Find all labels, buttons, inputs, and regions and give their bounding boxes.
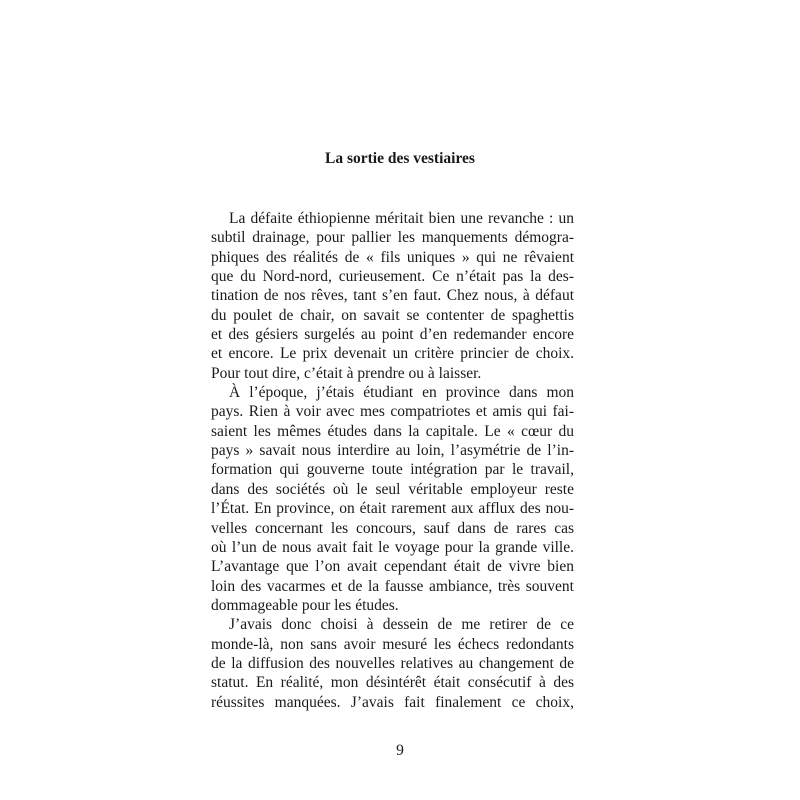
text-line: dans des sociétés où le seul véritable employeur reste (211, 480, 574, 498)
text-line: monde-là, non sans avoir mesuré les échecs redondants (211, 635, 574, 653)
text-line: velles concernant les concours, sauf dans de rares cas (211, 519, 574, 537)
paragraph-2 (211, 383, 574, 615)
paragraph-1 (211, 209, 574, 383)
text-line: dommageable pour les études. (211, 596, 399, 614)
text-line: du poulet de chair, on savait se contenter de spaghettis (211, 306, 574, 324)
text-line: pays. Rien à voir avec mes compatriotes et amis qui fai- (211, 403, 574, 421)
text-line: Pour tout dire, c’était à prendre ou à laisser. (211, 364, 482, 382)
text-line: formation qui gouverne toute intégration par le travail, (211, 461, 574, 479)
chapter-title: La sortie des vestiaires (325, 150, 475, 167)
text-line: L’avantage que l’on avait cependant était de vivre bien (211, 558, 574, 576)
text-line: statut. En réalité, mon désintérêt était consécutif à des (211, 674, 574, 692)
text-line: réussites manquées. J’avais fait finalement ce choix, (211, 693, 574, 711)
paragraph-3 (211, 615, 574, 712)
text-line: et des gésiers surgelés au point d’en redemander encore (211, 326, 574, 344)
body-text (211, 209, 574, 712)
text-line: de la diffusion des nouvelles relatives au changement de (211, 654, 574, 672)
text-line: À l’époque, j’étais étudiant en province dans mon (229, 384, 574, 402)
text-line: J’avais donc choisi à dessein de me retirer de ce (229, 616, 574, 634)
text-line: que du Nord-nord, curieusement. Ce n’était pas la des- (211, 268, 574, 286)
text-line: phiques des réalités de « fils uniques » qui ne rêvaient (211, 248, 574, 266)
text-line: pays » savait nous interdire au loin, l’asymétrie de l’in- (211, 442, 574, 460)
text-line: l’État. En province, on était rarement aux afflux des nou- (211, 500, 574, 518)
text-line: saient les mêmes études dans la capitale. Le « cœur du (211, 422, 574, 440)
text-line: tination de nos rêves, tant s’en faut. Chez nous, à défaut (211, 287, 574, 305)
text-line: et encore. Le prix devenait un critère princier de choix. (211, 345, 574, 363)
text-line: La défaite éthiopienne méritait bien une revanche : un (229, 210, 574, 227)
page-number: 9 (396, 742, 404, 759)
text-line: subtil drainage, pour pallier les manquements démogra- (211, 229, 574, 247)
text-line: loin des vacarmes et de la fausse ambiance, très souvent (211, 577, 574, 595)
text-line: où l’un de nous avait fait le voyage pour la grande ville. (211, 538, 574, 556)
